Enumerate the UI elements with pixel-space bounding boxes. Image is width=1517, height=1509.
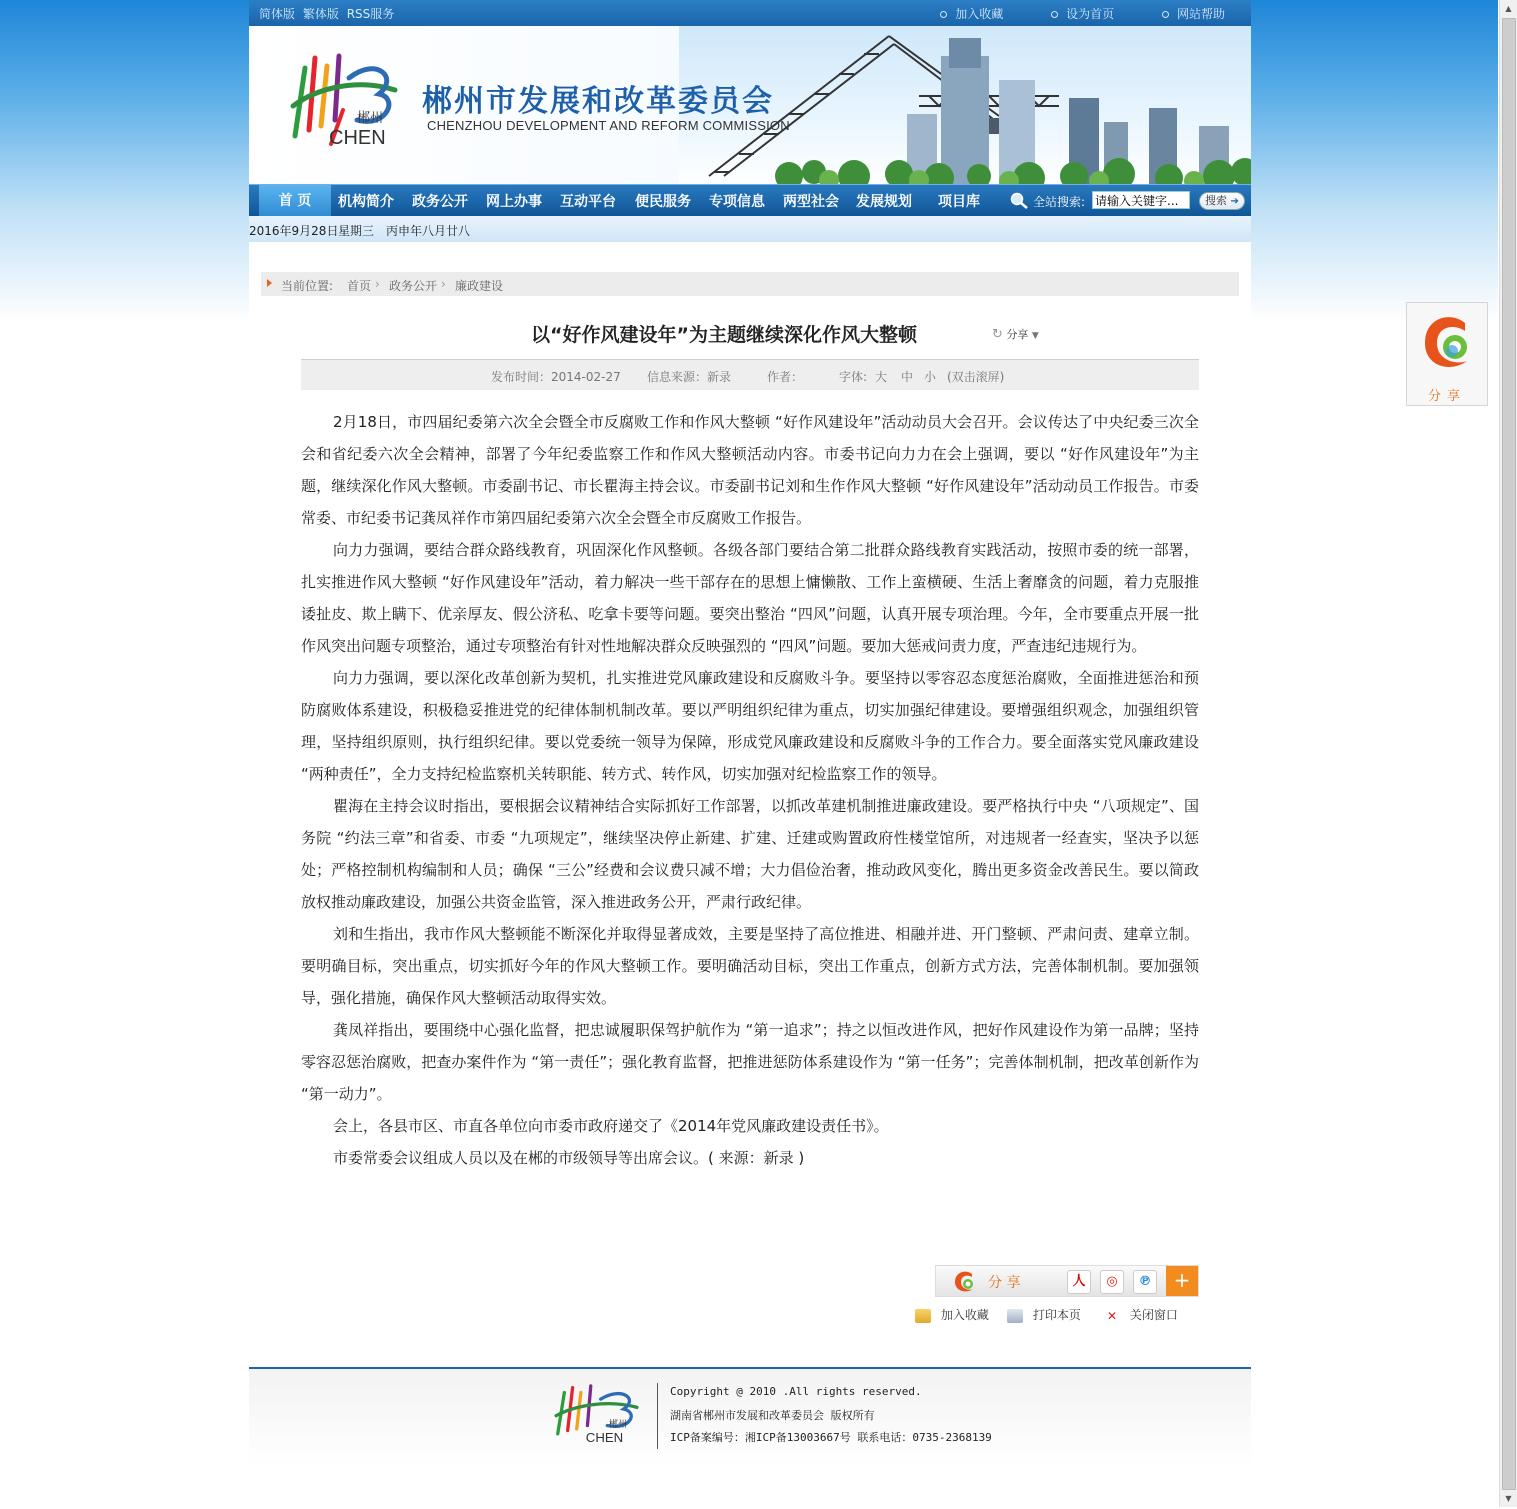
font-size-label: 字体: — [839, 370, 868, 384]
breadcrumb-separator-icon: › — [375, 277, 380, 291]
breadcrumb-home[interactable]: 首页 — [347, 279, 372, 293]
search-button[interactable] — [1199, 192, 1245, 210]
current-date: 2016年9月28日 — [249, 224, 339, 238]
share-mini[interactable] — [992, 326, 1039, 342]
scroll-hint: (双击滚屏) — [947, 370, 1005, 384]
footer — [249, 1367, 1251, 1509]
article-body — [301, 406, 1199, 1174]
article-paragraph: 瞿海在主持会议时指出，要根据会议精神结合实际抓好工作部署，以抓改革建机制推进廉政建设。要严格执行中央 “八项规定”、国务院 “约法三章”和省委、市委 “九项规定”，继续坚决停止新建、扩建、迁建或购置政府性楼堂馆所，对违规者一经查实，坚决予以惩处；严格控制机构编制和人员；确保 “三公”经费和会议费只减不增；大力倡俭治奢，推动政风变化，腾出更多资金改善民生。要以简政放权推动廉政建设，加强公共资金监管，深入推进政务公开，严肃行政纪律。 — [301, 797, 1199, 911]
article-paragraph: 市委常委会议组成人员以及在郴的市级领导等出席会议。( 来源：新录 ) — [333, 1149, 805, 1167]
svg-text:郴州: 郴州 — [357, 111, 384, 126]
weibo-icon[interactable]: ◎ — [1100, 1270, 1124, 1294]
article-paragraph: 向力力强调，要以深化改革创新为契机，扎实推进党风廉政建设和反腐败斗争。要坚持以零容忍态度惩治腐败，全面推进惩治和预防腐败体系建设，积极稳妥推进党的纪律体制机制改革。要以严明组织纪律为重点，切实加强纪律建设。要增强组织观念，加强组织管理，坚持组织原则，执行组织纪律。要以党委统一领导为保障，形成党风廉政建设和反腐败斗争的工作合力。要全面落实党风廉政建设 “两种责任”，全力支持纪检监察机关转职能、转方式、转作风，切实加强对纪检监察工作的领导。 — [301, 669, 1199, 783]
site-title: 郴州市发展和改革委员会 — [422, 84, 774, 119]
scroll-up-icon[interactable]: ▲ — [1505, 4, 1512, 13]
renren-icon[interactable]: 人 — [1067, 1270, 1091, 1294]
footer-divider — [657, 1383, 658, 1449]
add-favorite-tool[interactable] — [915, 1306, 989, 1323]
site-help-link[interactable]: 网站帮助 — [1162, 7, 1225, 21]
breadcrumb — [261, 272, 1239, 296]
tencent-weibo-icon[interactable]: ℗ — [1133, 1270, 1157, 1294]
scrollbar-thumb[interactable] — [1502, 18, 1516, 1490]
top-bar-left — [259, 5, 398, 22]
close-icon: ✕ — [1106, 1308, 1118, 1323]
rss-link[interactable]: RSS服务 — [346, 7, 395, 21]
svg-text:CHEN: CHEN — [585, 1430, 624, 1446]
breadcrumb-current[interactable]: 廉政建设 — [455, 279, 504, 293]
current-weekday: 星期三 — [338, 224, 375, 238]
nav-item-convenience[interactable]: 便民服务 — [635, 194, 691, 210]
article-meta — [301, 359, 1199, 390]
nav-item-special-info[interactable]: 专项信息 — [709, 194, 765, 210]
article-paragraph: 向力力强调，要结合群众路线教育，巩固深化作风整顿。各级各部门要结合第二批群众路线教育实践活动，按照市委的统一部署，扎实推进作风大整顿 “好作风建设年”活动，着力解决一些干部存在的思想上慵懒散、工作上蛮横硬、生活上奢靡贪的问题，着力克服推诿扯皮、欺上瞒下、优亲厚友、假公济私、吃拿卡要等问题。要突出整治 “四风”问题，认真开展专项治理。今年，全市要重点开展一批作风突出问题专项整治，通过专项整治有针对性地解决群众反映强烈的 “四风”问题。要加大惩戒问责力度，严查违纪违规行为。 — [301, 541, 1199, 655]
search-input[interactable] — [1092, 191, 1190, 209]
nav-item-interaction[interactable]: 互动平台 — [560, 194, 616, 210]
floating-share-label: 分享 — [1427, 389, 1466, 404]
author: 作者： — [767, 370, 804, 384]
chevron-down-icon: ▼ — [1031, 331, 1039, 341]
share-bar — [935, 1265, 1199, 1297]
main-nav — [249, 184, 1251, 217]
search-label: 全站搜索: — [1033, 195, 1086, 209]
more-share-button[interactable]: + — [1166, 1266, 1198, 1296]
breadcrumb-separator-icon: › — [441, 277, 446, 291]
close-window-label: 关闭窗口 — [1129, 1308, 1178, 1322]
floating-share-widget[interactable] — [1406, 302, 1488, 406]
article-paragraph: 刘和生指出，我市作风大整顿能不断深化并取得显著成效，主要是坚持了高位推进、相融并进、开门整顿、严肃问责、建章立制。要明确目标，突出重点，切实抓好今年的作风大整顿工作。要明确活动目标，突出工作重点，创新方式方法，完善体制机制。要加强领导，强化措施，确保作风大整顿活动取得实效。 — [301, 925, 1199, 1007]
info-source: 信息来源：新录 — [647, 370, 732, 384]
nav-item-two-oriented[interactable]: 两型社会 — [783, 194, 839, 210]
share-logo-icon — [1419, 311, 1475, 375]
scroll-down-icon[interactable]: ▼ — [1505, 1494, 1512, 1503]
nav-item-online-service[interactable]: 网上办事 — [486, 194, 542, 210]
date-bar — [249, 216, 1251, 242]
font-large-button[interactable]: 大 — [875, 370, 888, 384]
page-container — [249, 0, 1251, 1507]
footer-icp: ICP备案编号：湘ICP备13003667号 联系电话：0735-2368139 — [670, 1431, 992, 1444]
top-bar — [249, 0, 1251, 26]
traditional-link[interactable]: 繁体版 — [302, 7, 339, 21]
print-label: 打印本页 — [1032, 1308, 1081, 1322]
article-title: 以“好作风建设年”为主题继续深化作风大整顿 — [531, 324, 917, 346]
breadcrumb-arrow-icon — [267, 279, 272, 287]
footer-owner: 湖南省郴州市发展和改革委员会 版权所有 — [670, 1409, 875, 1422]
nav-item-projects[interactable]: 项目库 — [938, 194, 980, 210]
svg-text:CHEN: CHEN — [329, 127, 386, 149]
svg-text:郴州: 郴州 — [608, 1420, 628, 1431]
close-window-tool[interactable] — [1104, 1306, 1178, 1323]
add-favorite-label: 加入收藏 — [940, 1308, 989, 1322]
arrow-right-icon: ➔ — [1230, 196, 1239, 207]
font-medium-button[interactable]: 中 — [901, 370, 914, 384]
article-paragraph: 2月18日，市四届纪委第六次全会暨全市反腐败工作和作风大整顿 “好作风建设年”活动动员大会召开。会议传达了中央纪委三次全会和省纪委六次全会精神，部署了今年纪委监察工作和作风大整顿活动内容。市委书记向力力在会上强调，要以 “好作风建设年”为主题，继续深化作风大整顿。市委副书记、市长瞿海主持会议。市委副书记刘和生作作风大整顿 “好作风建设年”活动动员工作报告。市委常委、市纪委书记龚凤祥作市第四届纪委第六次全会暨全市反腐败工作报告。 — [301, 413, 1199, 527]
top-bar-right — [896, 5, 1225, 22]
simplified-link[interactable]: 简体版 — [259, 7, 296, 21]
font-small-button[interactable]: 小 — [924, 370, 937, 384]
share-mini-label: 分享 — [1006, 328, 1029, 341]
publish-date: 发布时间：2014-02-27 — [491, 370, 621, 384]
site-title-en: CHENZHOU DEVELOPMENT AND REFORM COMMISSION — [427, 118, 790, 133]
article-paragraph: 会上，各县市区、市直各单位向市委市政府递交了《2014年党风廉政建设责任书》。 — [333, 1117, 889, 1135]
set-homepage-link[interactable]: 设为首页 — [1051, 7, 1114, 21]
share-label: 分 享 — [988, 1275, 1021, 1291]
header-banner — [249, 26, 1251, 184]
article-paragraph: 龚凤祥指出，要围绕中心强化监督，把忠诚履职保驾护航作为 “第一追求”；持之以恒改进作风，把好作风建设作为第一品牌；坚持零容忍惩治腐败，把查办案件作为 “第一责任”；强化教育监督，把推进惩防体系建设作为 “第一任务”；完善体制机制，把改革创新作为 “第一动力”。 — [301, 1021, 1199, 1103]
search-button-label: 搜索 — [1205, 194, 1227, 207]
nav-home[interactable]: 首 页 — [259, 185, 331, 217]
share-logo-icon — [952, 1269, 978, 1295]
vertical-scrollbar[interactable] — [1499, 0, 1517, 1507]
share-mini-icon: ↻ — [992, 327, 1003, 342]
print-tool[interactable] — [1007, 1306, 1081, 1323]
footer-logo-icon — [549, 1381, 649, 1447]
chenzhou-logo-icon — [287, 48, 407, 152]
printer-icon — [1007, 1309, 1023, 1323]
nav-item-planning[interactable]: 发展规划 — [856, 194, 912, 210]
breadcrumb-prefix: 当前位置: — [281, 279, 334, 293]
lunar-date: 丙申年八月廿八 — [386, 224, 471, 238]
folder-icon — [915, 1309, 931, 1323]
magnifier-icon — [1009, 192, 1029, 210]
breadcrumb-gov-affairs[interactable]: 政务公开 — [389, 279, 438, 293]
nav-item-gov-affairs[interactable]: 政务公开 — [412, 194, 468, 210]
footer-copyright: Copyright @ 2010 .All rights reserved. — [670, 1385, 922, 1398]
nav-item-about[interactable]: 机构简介 — [338, 194, 394, 210]
add-favorite-link[interactable]: 加入收藏 — [940, 7, 1003, 21]
